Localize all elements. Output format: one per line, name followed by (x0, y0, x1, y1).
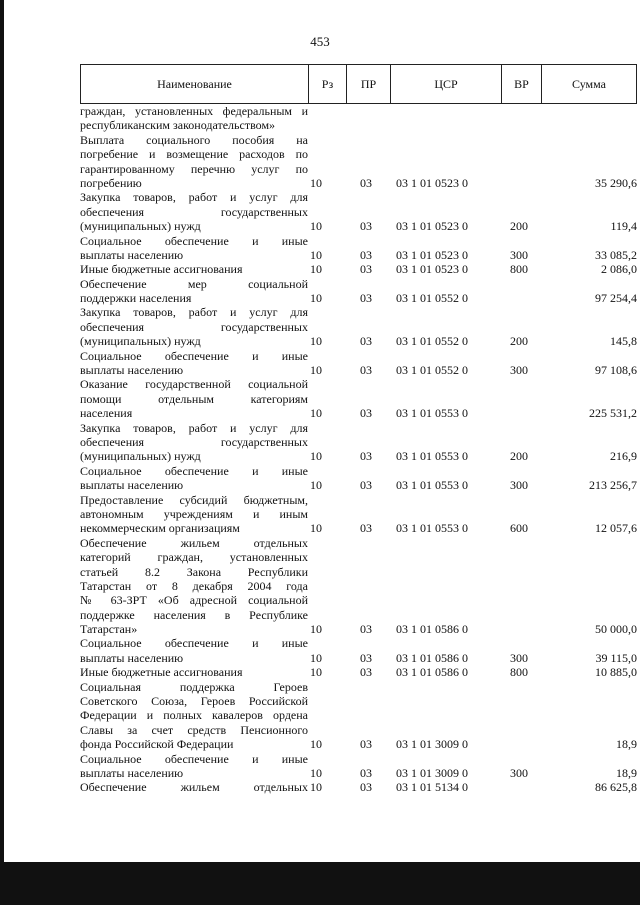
row-name-line: Социальное обеспечение и иные (80, 233, 308, 248)
row-name (80, 536, 308, 637)
row-name-line: Обеспечение мер социальной (80, 276, 308, 291)
row-name-line: Социальное обеспечение и иные (80, 348, 308, 363)
row-csr: 03 1 01 3009 0 (396, 737, 468, 752)
row-pr: 03 (360, 765, 372, 780)
table-row (80, 133, 640, 191)
row-csr: 03 1 01 0586 0 (396, 650, 468, 665)
row-name (80, 680, 308, 752)
row-pr: 03 (360, 363, 372, 378)
row-csr: 03 1 01 0553 0 (396, 521, 468, 536)
row-name-line: выплаты населению (80, 478, 184, 493)
table-row (80, 493, 640, 536)
table-row (80, 234, 640, 263)
row-sum: 97 108,6 (595, 363, 637, 378)
row-csr: 03 1 01 3009 0 (396, 765, 468, 780)
row-vr: 300 (510, 247, 528, 262)
row-pr: 03 (360, 291, 372, 306)
row-name (80, 464, 308, 493)
row-sum: 86 625,8 (595, 780, 637, 795)
row-name (80, 752, 308, 781)
header-rz: Рз (308, 65, 346, 103)
row-vr (499, 406, 539, 420)
row-name (80, 636, 308, 665)
row-pr: 03 (360, 521, 372, 536)
header-sum: Сумма (541, 65, 636, 103)
row-name (80, 234, 308, 263)
row-name-line: (муниципальных) нужд (80, 219, 201, 234)
row-vr: 300 (510, 650, 528, 665)
row-csr: 03 1 01 0553 0 (396, 449, 468, 464)
row-name-line: выплаты населению (80, 650, 184, 665)
row-name-line: Татарстан от 8 декабря 2004 года (80, 578, 308, 593)
row-name-line: гарантированному перечню услуг по (80, 161, 308, 176)
row-pr: 03 (360, 449, 372, 464)
table-row (80, 377, 640, 420)
row-pr: 03 (360, 334, 372, 349)
row-csr: 03 1 01 0552 0 (396, 334, 468, 349)
row-name-line: Славы за счет средств Пенсионного (80, 722, 308, 737)
row-pr: 03 (360, 780, 372, 795)
row-csr: 03 1 01 0586 0 (396, 622, 468, 637)
row-name-line: республиканским законодательством» (80, 118, 276, 133)
row-name-line: (муниципальных) нужд (80, 449, 201, 464)
page-number: 453 (310, 34, 330, 49)
row-name-line: поддержке населения в Республике (80, 607, 308, 622)
row-name (80, 780, 308, 794)
row-name (80, 277, 308, 306)
row-name-line: Предоставление субсидий бюджетным, (80, 492, 308, 507)
row-sum: 225 531,2 (589, 406, 637, 421)
row-name (80, 349, 308, 378)
table-body (80, 104, 640, 795)
row-name-line: Иные бюджетные ассигнования (80, 665, 243, 680)
row-name-line: Закупка товаров, работ и услуг для (80, 305, 308, 320)
row-name (80, 421, 308, 464)
row-pr: 03 (360, 737, 372, 752)
row-name-line: Иные бюджетные ассигнования (80, 262, 243, 277)
row-pr: 03 (360, 478, 372, 493)
row-name-line: Социальное обеспечение и иные (80, 463, 308, 478)
row-csr: 03 1 01 0523 0 (396, 219, 468, 234)
row-name-line: выплаты населению (80, 766, 184, 780)
row-csr: 03 1 01 5134 0 (396, 780, 468, 795)
row-sum: 18,9 (616, 737, 637, 752)
row-rz: 10 (310, 521, 322, 536)
row-name (80, 262, 308, 276)
row-name-line: (муниципальных) нужд (80, 334, 201, 349)
row-rz: 10 (310, 406, 322, 421)
header-vr: ВР (501, 65, 541, 103)
row-vr: 300 (510, 765, 528, 780)
table-row (80, 277, 640, 306)
row-vr (499, 780, 539, 794)
row-rz: 10 (310, 780, 322, 795)
row-sum: 213 256,7 (589, 478, 637, 493)
row-name-line: автономным учреждениям и иным (80, 506, 308, 521)
row-csr: 03 1 01 0553 0 (396, 478, 468, 493)
row-sum: 216,9 (610, 449, 637, 464)
row-name-line: Закупка товаров, работ и услуг для (80, 420, 308, 435)
row-csr: 03 1 01 0552 0 (396, 291, 468, 306)
row-sum: 33 085,2 (595, 247, 637, 262)
row-name-line: помощи отдельным категориям (80, 391, 308, 406)
row-vr (499, 622, 539, 636)
row-sum: 35 290,6 (595, 175, 637, 190)
row-name-line: некоммерческим организациям (80, 521, 240, 536)
row-name-line: обеспечения государственных (80, 435, 308, 449)
row-csr: 03 1 01 0553 0 (396, 406, 468, 421)
row-vr: 200 (510, 449, 528, 464)
row-rz: 10 (310, 219, 322, 234)
row-name-line: погребение и возмещение расходов по (80, 147, 308, 162)
table-row (80, 752, 640, 781)
row-sum: 12 057,6 (595, 521, 637, 536)
table-row (80, 464, 640, 493)
row-vr: 800 (510, 262, 528, 277)
table-row (80, 190, 640, 233)
row-csr: 03 1 01 0586 0 (396, 665, 468, 680)
row-name (80, 305, 308, 348)
row-vr (499, 737, 539, 751)
row-rz: 10 (310, 291, 322, 306)
row-name-line: Федерации и полных кавалеров ордена (80, 708, 308, 723)
row-rz: 10 (310, 737, 322, 752)
table-row (80, 636, 640, 665)
row-vr: 600 (510, 521, 528, 536)
row-name-line: Татарстан» (80, 622, 138, 637)
row-name (80, 493, 308, 536)
row-pr: 03 (360, 175, 372, 190)
row-rz: 10 (310, 247, 322, 262)
row-sum: 18,9 (616, 765, 637, 780)
row-pr: 03 (360, 219, 372, 234)
row-name-line: Советского Союза, Героев Российской (80, 694, 308, 709)
row-name-line: поддержки населения (80, 291, 192, 306)
scan-border-left (0, 0, 4, 905)
row-sum: 145,8 (610, 334, 637, 349)
row-vr: 200 (510, 334, 528, 349)
row-name-line: категорий граждан, установленных (80, 550, 308, 565)
row-vr (499, 176, 539, 190)
row-pr: 03 (360, 650, 372, 665)
row-name (80, 104, 308, 133)
row-name-line: Обеспечение жильем отдельных (80, 535, 308, 550)
row-csr: 03 1 01 0523 0 (396, 247, 468, 262)
header-pr: ПР (346, 65, 390, 103)
table-row (80, 665, 640, 679)
row-sum: 50 000,0 (595, 622, 637, 637)
table-row (80, 305, 640, 348)
row-name-line: фонда Российской Федерации (80, 737, 234, 752)
table-row (80, 536, 640, 637)
row-rz: 10 (310, 765, 322, 780)
row-vr: 300 (510, 478, 528, 493)
row-name-line: выплаты населению (80, 247, 184, 262)
row-rz: 10 (310, 449, 322, 464)
row-name-line: Социальное обеспечение и иные (80, 636, 308, 651)
row-name (80, 665, 308, 679)
row-name-line: Социальное обеспечение и иные (80, 751, 308, 766)
row-csr: 03 1 01 0523 0 (396, 262, 468, 277)
row-pr: 03 (360, 262, 372, 277)
header-name: Наименование (157, 76, 232, 91)
row-name-line: выплаты населению (80, 363, 184, 378)
table-header (80, 64, 637, 104)
row-rz: 10 (310, 650, 322, 665)
row-rz: 10 (310, 334, 322, 349)
row-name-line: обеспечения государственных (80, 319, 308, 334)
row-pr: 03 (360, 247, 372, 262)
row-rz: 10 (310, 665, 322, 680)
row-name-line: граждан, установленных федеральным и (80, 104, 308, 118)
row-rz: 10 (310, 363, 322, 378)
table-row (80, 680, 640, 752)
row-name-line: Социальная поддержка Героев (80, 679, 308, 694)
table-row (80, 349, 640, 378)
row-name-line: № 63-ЗРТ «Об адресной социальной (80, 593, 308, 608)
row-csr: 03 1 01 0552 0 (396, 363, 468, 378)
row-name-line: статьей 8.2 Закона Республики (80, 564, 308, 579)
row-rz: 10 (310, 622, 322, 637)
row-name (80, 133, 308, 191)
row-name-line: погребению (80, 175, 142, 190)
row-name (80, 377, 308, 420)
row-rz: 10 (310, 262, 322, 277)
table-row (80, 421, 640, 464)
row-sum: 10 885,0 (595, 665, 637, 680)
row-vr (499, 291, 539, 305)
row-sum: 2 086,0 (601, 262, 637, 277)
row-name-line: Выплата социального пособия на (80, 132, 308, 147)
row-pr: 03 (360, 406, 372, 421)
row-name-line: Оказание государственной социальной (80, 377, 308, 392)
row-csr: 03 1 01 0523 0 (396, 175, 468, 190)
row-name-line: Обеспечение жильем отдельных (80, 780, 308, 795)
row-name-line: обеспечения государственных (80, 204, 308, 219)
row-sum: 39 115,0 (595, 650, 637, 665)
header-csr: ЦСР (390, 65, 501, 103)
row-pr: 03 (360, 665, 372, 680)
row-sum: 97 254,4 (595, 291, 637, 306)
row-name-line: населения (80, 406, 133, 421)
scan-border-bottom (0, 862, 640, 905)
row-rz: 10 (310, 478, 322, 493)
row-pr: 03 (360, 622, 372, 637)
row-name (80, 190, 308, 233)
row-name-line: Закупка товаров, работ и услуг для (80, 190, 308, 205)
row-vr: 300 (510, 363, 528, 378)
row-sum: 119,4 (610, 219, 637, 234)
row-vr: 800 (510, 665, 528, 680)
row-vr: 200 (510, 219, 528, 234)
table-row (80, 104, 640, 133)
table-row (80, 780, 640, 794)
row-rz: 10 (310, 175, 322, 190)
table-row (80, 262, 640, 276)
